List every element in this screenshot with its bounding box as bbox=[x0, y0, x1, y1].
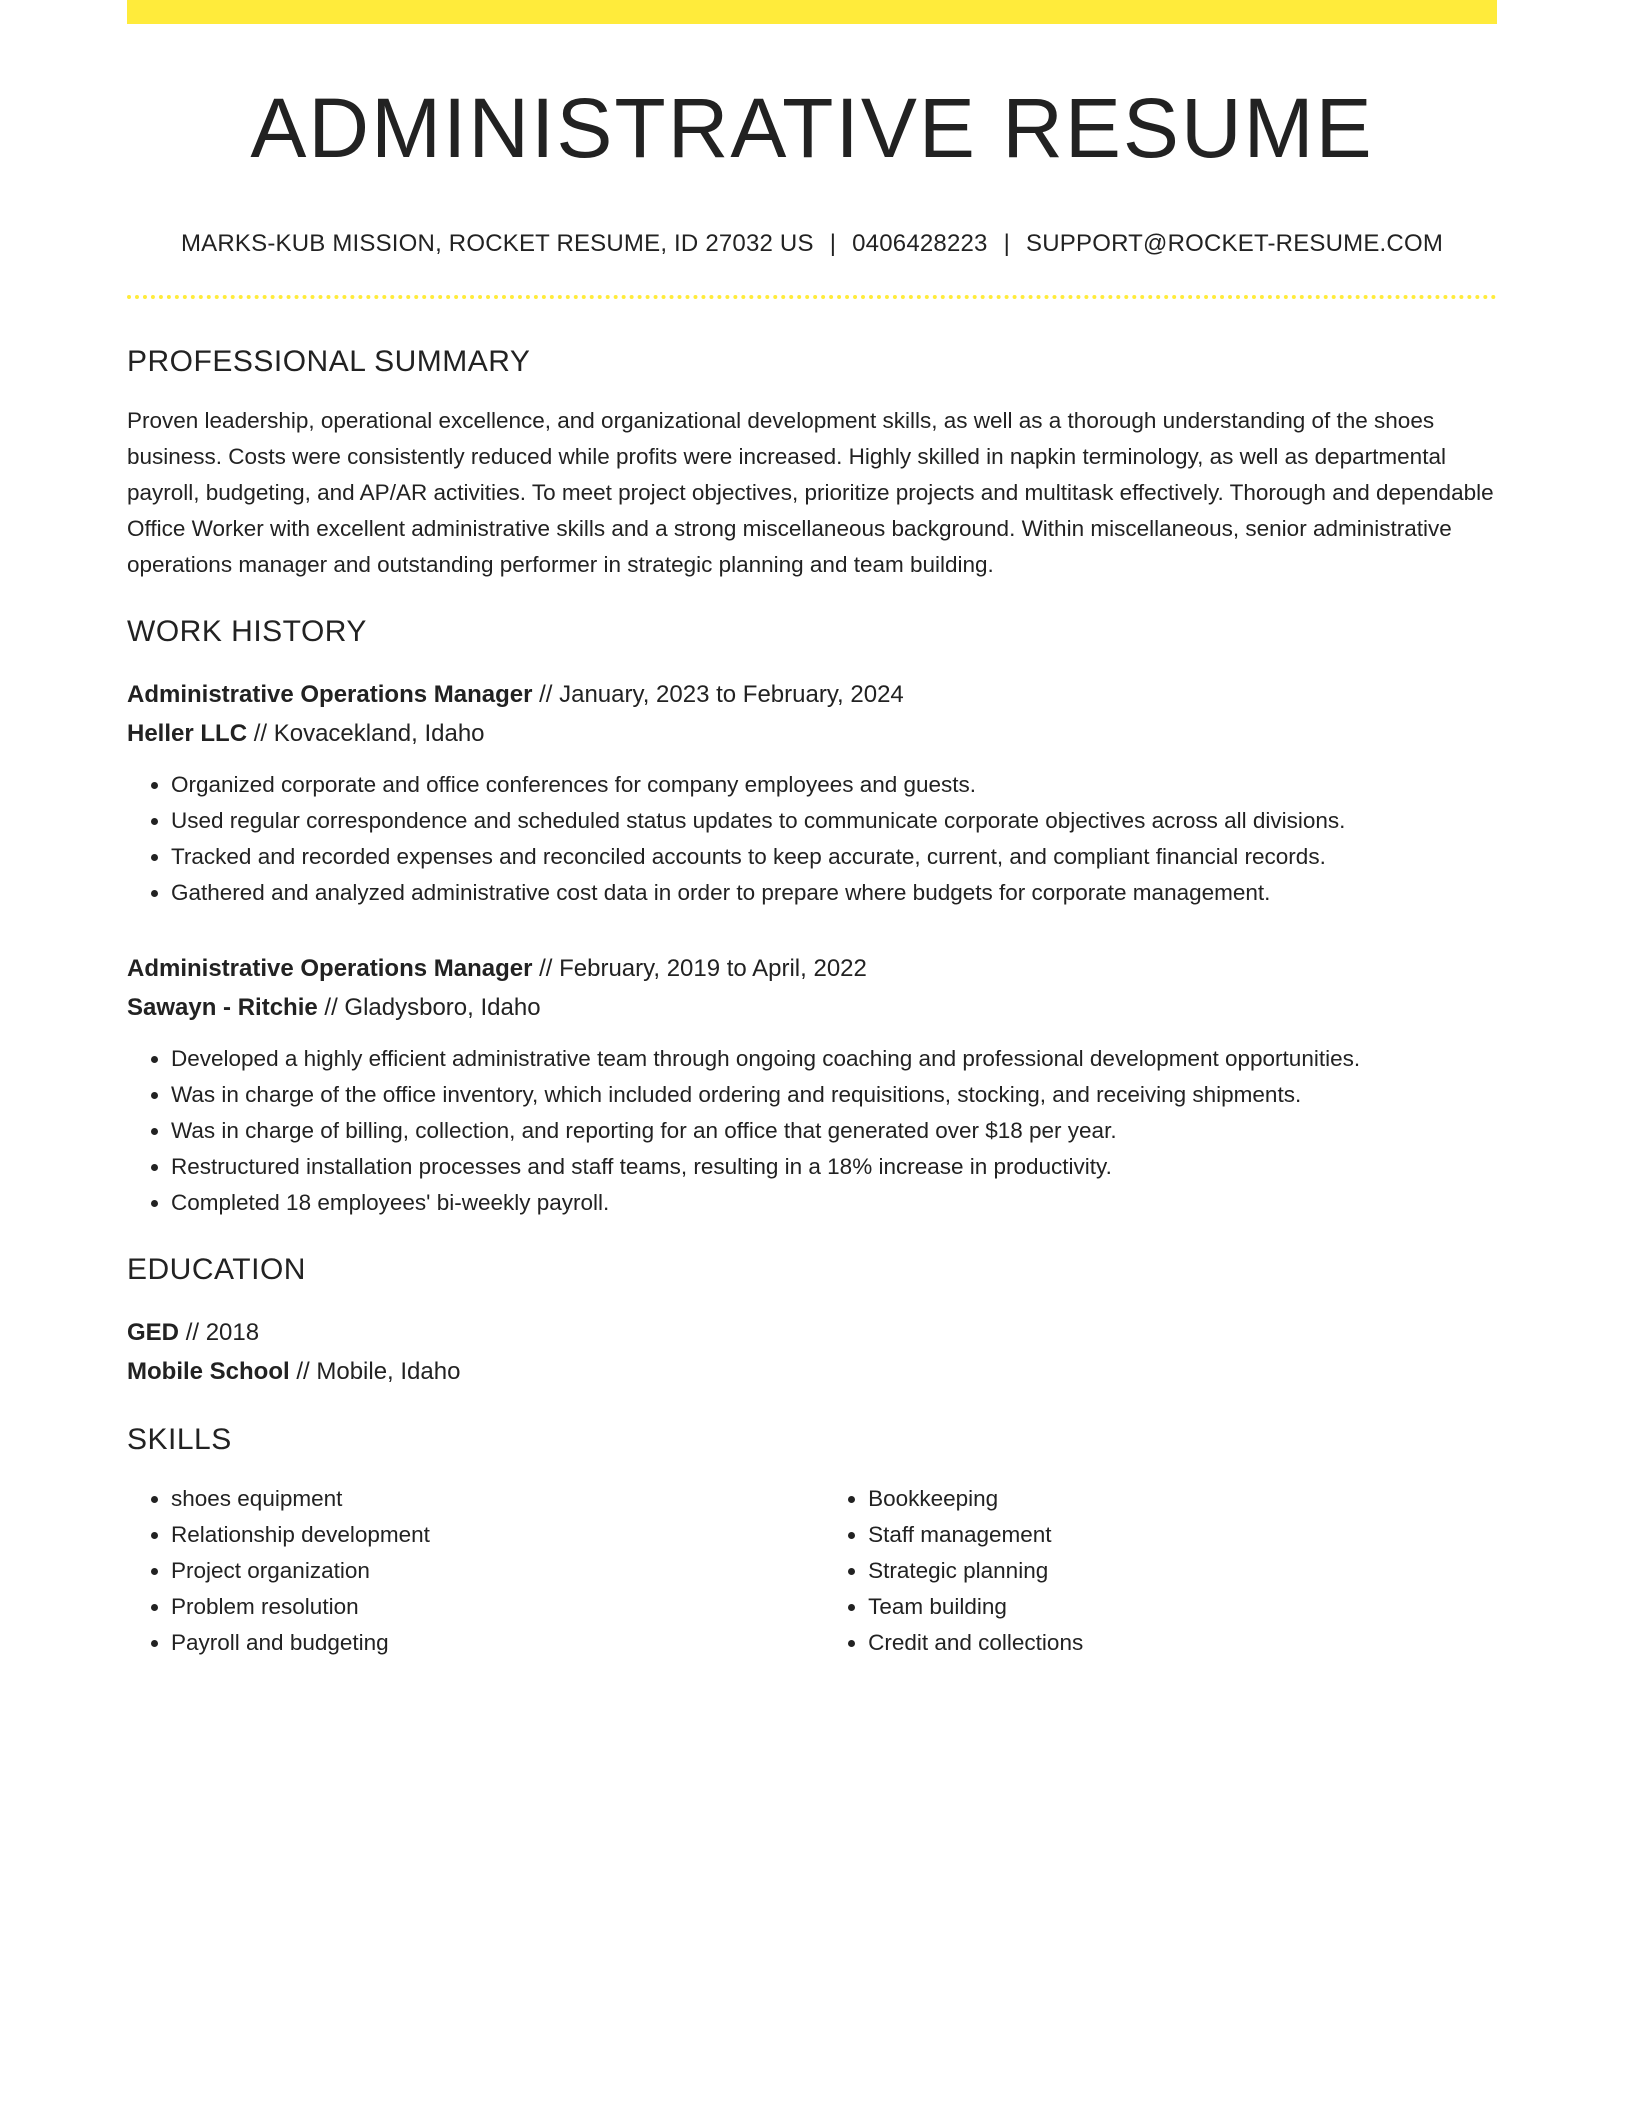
contact-line bbox=[127, 230, 1497, 258]
job-bullet: • Gathered and analyzed administrative cost data in order to prepare where budgets for corporate management. bbox=[171, 875, 1497, 911]
resume-page bbox=[127, 0, 1497, 1661]
job-company-line bbox=[127, 714, 1497, 753]
job-title-line bbox=[127, 675, 1497, 714]
job-dates: // February, 2019 to April, 2022 bbox=[539, 955, 867, 983]
job-bullet: • Was in charge of billing, collection, and reporting for an office that generated over $18 per year. bbox=[171, 1113, 1497, 1149]
job-bullet: • Used regular correspondence and scheduled status updates to communicate corporate objectives across all divisions. bbox=[171, 803, 1497, 839]
skill-item: • shoes equipment bbox=[171, 1481, 824, 1517]
contact-phone: 0406428223 bbox=[852, 230, 988, 258]
job-bullets bbox=[127, 1041, 1497, 1221]
skill-item: • Credit and collections bbox=[868, 1625, 1497, 1661]
skill-item: • Staff management bbox=[868, 1517, 1497, 1553]
job-title: Administrative Operations Manager bbox=[127, 681, 533, 709]
skills-column-right bbox=[824, 1481, 1497, 1661]
contact-separator: | bbox=[829, 230, 837, 258]
skills-grid bbox=[127, 1481, 1497, 1661]
contact-separator: | bbox=[1003, 230, 1011, 258]
job-company: Sawayn - Ritchie bbox=[127, 994, 318, 1022]
dotted-divider bbox=[127, 295, 1497, 299]
skill-item: • Project organization bbox=[171, 1553, 824, 1589]
skill-item: • Relationship development bbox=[171, 1517, 824, 1553]
contact-address: MARKS-KUB MISSION, ROCKET RESUME, ID 27032 US bbox=[180, 230, 814, 258]
skill-item: • Problem resolution bbox=[171, 1589, 824, 1625]
education-heading: EDUCATION bbox=[127, 1253, 306, 1287]
job-bullet: • Developed a highly efficient administrative team through ongoing coaching and professional development opportunities. bbox=[171, 1041, 1497, 1077]
summary-heading: PROFESSIONAL SUMMARY bbox=[127, 345, 531, 379]
job-dates: // January, 2023 to February, 2024 bbox=[539, 681, 904, 709]
skill-item: • Bookkeeping bbox=[868, 1481, 1497, 1517]
job-bullets bbox=[127, 767, 1497, 911]
education-school-line bbox=[127, 1352, 1497, 1391]
skill-item: • Team building bbox=[868, 1589, 1497, 1625]
work-history-heading: WORK HISTORY bbox=[127, 615, 367, 649]
education-degree-line bbox=[127, 1313, 1497, 1352]
job-location: // Kovacekland, Idaho bbox=[253, 720, 485, 748]
job-bullet: • Completed 18 employees' bi-weekly payroll. bbox=[171, 1185, 1497, 1221]
job-entry bbox=[127, 949, 1497, 1221]
job-title: Administrative Operations Manager bbox=[127, 955, 533, 983]
education-year: // 2018 bbox=[185, 1319, 260, 1347]
job-location: // Gladysboro, Idaho bbox=[324, 994, 541, 1022]
contact-email: SUPPORT@ROCKET-RESUME.COM bbox=[1026, 230, 1444, 258]
education-degree: GED bbox=[127, 1319, 180, 1347]
resume-title: ADMINISTRATIVE RESUME bbox=[250, 81, 1374, 175]
job-entry bbox=[127, 675, 1497, 911]
job-company: Heller LLC bbox=[127, 720, 248, 748]
education-location: // Mobile, Idaho bbox=[296, 1358, 461, 1386]
job-bullet: • Tracked and recorded expenses and reconciled accounts to keep accurate, current, and compliant financial records. bbox=[171, 839, 1497, 875]
job-title-line bbox=[127, 949, 1497, 988]
education-entry bbox=[127, 1313, 1497, 1391]
job-bullet: • Restructured installation processes and staff teams, resulting in a 18% increase in productivity. bbox=[171, 1149, 1497, 1185]
skill-item: • Payroll and budgeting bbox=[171, 1625, 824, 1661]
job-bullet: • Organized corporate and office conferences for company employees and guests. bbox=[171, 767, 1497, 803]
job-company-line bbox=[127, 988, 1497, 1027]
job-bullet: • Was in charge of the office inventory, which included ordering and requisitions, stocking, and receiving shipments. bbox=[171, 1077, 1497, 1113]
skill-item: • Strategic planning bbox=[868, 1553, 1497, 1589]
skills-column-left bbox=[127, 1481, 824, 1661]
skills-heading: SKILLS bbox=[127, 1423, 232, 1457]
summary-text: Proven leadership, operational excellence, and organizational development skills, as well as a thorough understanding of the shoes business. Costs were consistently reduced while profits were increased. Highly skilled in napkin terminology, as well as departmental payroll, budgeting, and AP/AR activities. To meet project objectives, prioritize projects and multitask effectively. Thorough and dependable Office Worker with excellent administrative skills and a strong miscellaneous background. Within miscellaneous, senior administrative operations manager and outstanding performer in strategic planning and team building. bbox=[127, 408, 1494, 578]
education-school: Mobile School bbox=[127, 1358, 290, 1386]
accent-top-bar bbox=[127, 0, 1497, 24]
